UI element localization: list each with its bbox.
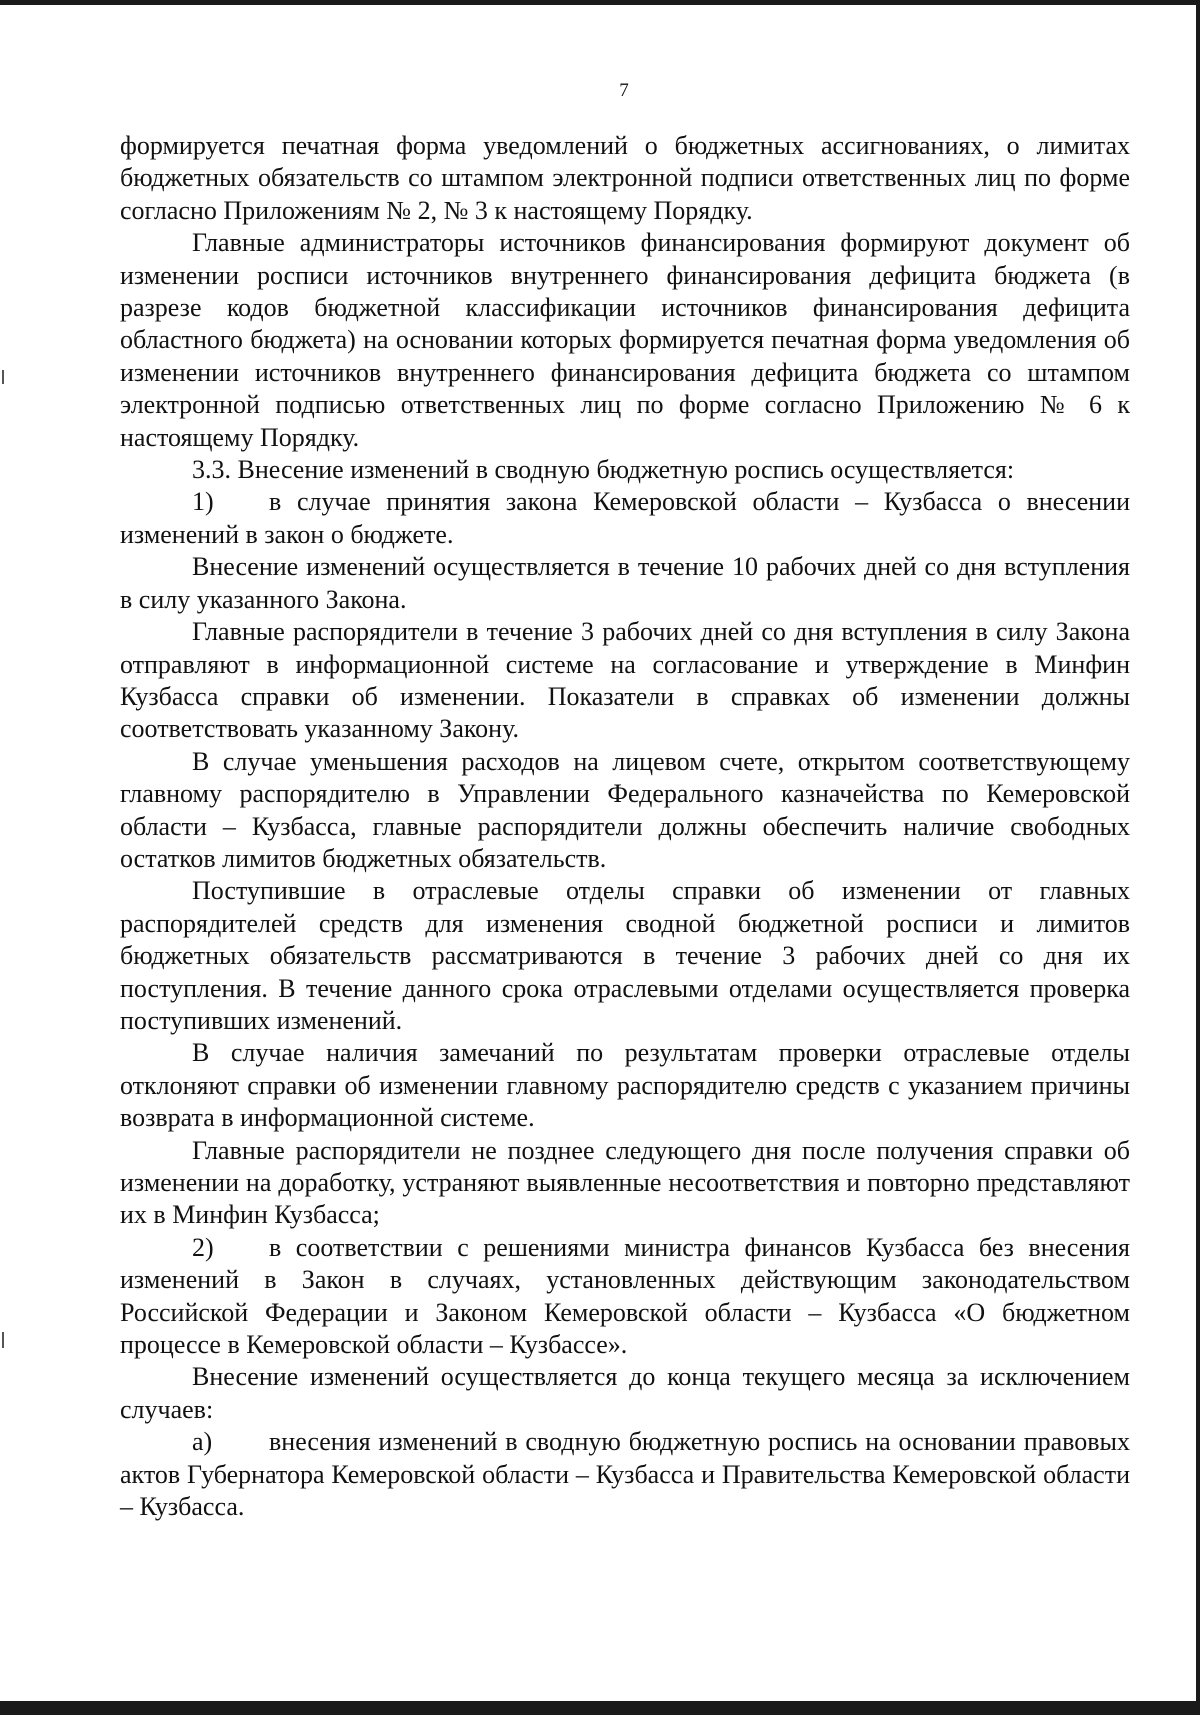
scan-mark — [2, 370, 4, 384]
paragraph: формируется печатная форма уведомлений о бюджетных ассигнованиях, о лимитах бюджетных обязательств со штампом электронной подписи ответственных лиц по форме согласно Приложениям № 2, № 3 к настоящему Порядку. — [120, 131, 1130, 225]
paragraph: Внесение изменений осуществляется в течение 10 рабочих дней со дня вступления в силу указанного Закона. — [120, 552, 1130, 614]
paragraph: Главные распорядители не позднее следующего дня после получения справки об изменении на доработку, устраняют выявленные несоответствия и повторно представляют их в Минфин Кузбасса; — [120, 1135, 1130, 1230]
list-item — [120, 1426, 1130, 1523]
paragraph: Поступившие в отраслевые отделы справки об изменении от главных распорядителей средств для изменения сводной бюджетной росписи и лимитов бюджетных обязательств рассматриваются в течение 3 рабочих дней со дня их поступления. В течение данного срока отраслевыми отделами осуществляется проверка поступивших изменений. — [120, 876, 1130, 1035]
scan-border-top — [0, 0, 1200, 5]
paragraph: Внесение изменений осуществляется до конца текущего месяца за исключением случаев: — [120, 1362, 1130, 1424]
list-item-marker: 1) — [192, 487, 214, 517]
paragraph: В случае наличия замечаний по результатам проверки отраслевые отделы отклоняют справки об изменении главному распорядителю средств с указанием причины возврата в информационной системе. — [120, 1038, 1130, 1133]
list-item-marker: 2) — [192, 1232, 214, 1262]
page-number: 7 — [619, 80, 629, 101]
section-heading: 3.3. Внесение изменений в сводную бюджетную роспись осуществляется: — [192, 455, 1015, 485]
list-item-text: в случае принятия закона Кемеровской области – Кузбасса о внесении изменений в закон о бюджете. — [120, 487, 1130, 549]
scan-border-right — [1196, 0, 1200, 1715]
document-body — [120, 130, 1130, 1523]
list-item — [120, 1232, 1130, 1362]
scan-border-bottom — [0, 1701, 1200, 1715]
scan-mark — [2, 1332, 4, 1348]
list-item-marker: а) — [192, 1427, 213, 1457]
paragraph: Главные администраторы источников финансирования формируют документ об изменении росписи источников внутреннего финансирования дефицита бюджета (в разрезе кодов бюджетной классификации источников финансирования дефицита областного бюджета) на основании которых формируется печатная форма уведомления об изменении источников внутреннего финансирования дефицита бюджета со штампом электронной подписью ответственных лиц по форме согласно Приложению № 6 к настоящему Порядку. — [120, 228, 1130, 452]
list-item-text: в соответствии с решениями министра финансов Кузбасса без внесения изменений в Закон в случаях, установленных действующим законодательством Российской Федерации и Законом Кемеровской области – Кузбасса «О бюджетном процессе в Кемеровской области – Кузбассе». — [120, 1232, 1130, 1360]
paragraph: Главные распорядители в течение 3 рабочих дней со дня вступления в силу Закона отправляют в информационной системе на согласование и утверждение в Минфин Кузбасса справки об изменении. Показатели в справках об изменении должны соответствовать указанному Закону. — [120, 617, 1130, 744]
paragraph: В случае уменьшения расходов на лицевом счете, открытом соответствующему главному распорядителю в Управлении Федерального казначейства по Кемеровской области – Кузбасса, главные распорядители должны обеспечить наличие свободных остатков лимитов бюджетных обязательств. — [120, 746, 1130, 873]
list-item — [120, 486, 1130, 551]
list-item-text: внесения изменений в сводную бюджетную роспись на основании правовых актов Губернатора Кемеровской области – Кузбасса и Правительства Кемеровской области – Кузбасса. — [120, 1427, 1130, 1522]
